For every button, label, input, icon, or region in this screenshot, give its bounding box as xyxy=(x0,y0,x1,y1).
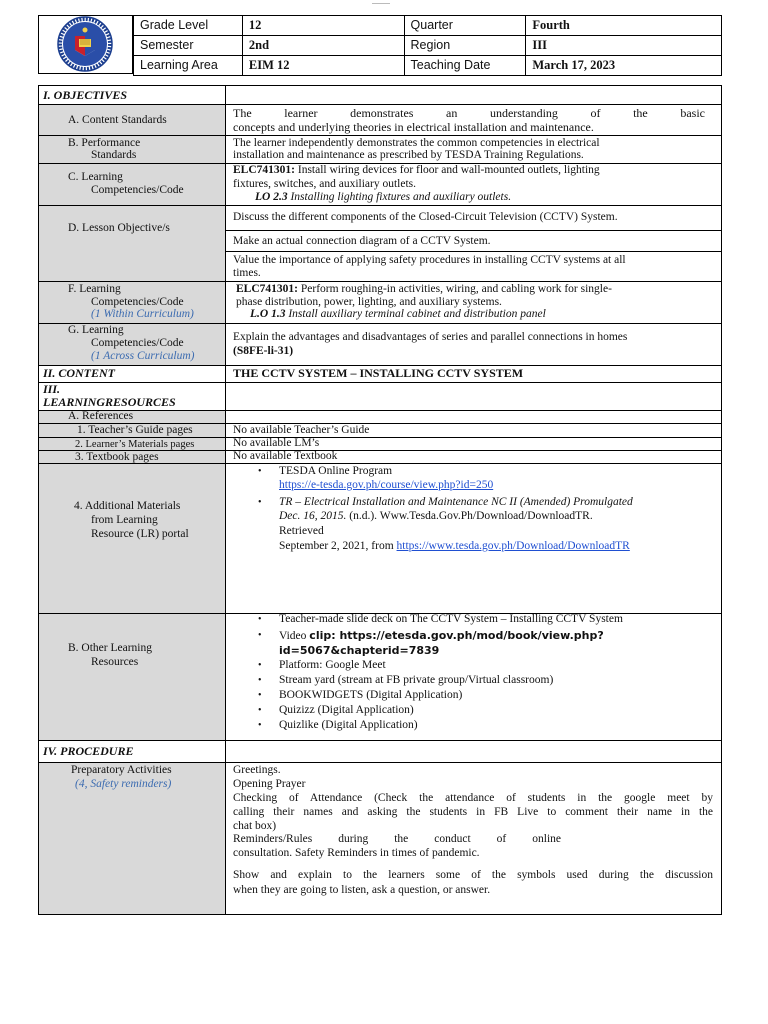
learners-materials-label: 2. Learner’s Materials pages xyxy=(75,439,195,450)
bullet-icon: • xyxy=(258,497,262,508)
video-clip-item xyxy=(279,629,604,643)
row-divider xyxy=(38,410,722,411)
bullet-icon: • xyxy=(258,660,262,671)
lesson-objective: Discuss the different components of the Closed-Circuit Television (CCTV) System. xyxy=(233,211,618,223)
content-standards-line: The learner demonstrates an understanding of the basic xyxy=(233,106,705,120)
video-link[interactable]: id=5067&chapterid=7839 xyxy=(279,644,440,657)
quarter-label: Quarter xyxy=(404,16,526,36)
within-curriculum-lo-code: L.O 1.3 xyxy=(250,308,286,320)
logo-cell xyxy=(38,15,133,74)
other-resources-label: Resources xyxy=(91,656,139,668)
procedure-line: calling their names and asking the students in FB Live to comment their name in the xyxy=(233,806,713,818)
tesda-online-link[interactable]: https://e-tesda.gov.ph/course/view.php?id=250 xyxy=(279,479,494,491)
lesson-objective: times. xyxy=(233,267,261,279)
additional-materials-label: from Learning xyxy=(91,514,158,526)
procedure-line: Show and explain to the learners some of the symbols used during the discussion xyxy=(233,869,713,881)
preparatory-activities-label: Preparatory Activities xyxy=(71,764,172,776)
competency-text: Install wiring devices for floor and wall-mounted outlets, lighting xyxy=(294,164,600,176)
row-divider xyxy=(38,323,722,324)
video-prefix: Video xyxy=(279,630,310,642)
learners-materials-value: No available LM’s xyxy=(233,437,320,449)
within-curriculum-lo-text: Install auxiliary terminal cabinet and distribution panel xyxy=(285,308,546,320)
textbook-label: 3. Textbook pages xyxy=(75,451,159,463)
procedure-heading: IV. PROCEDURE xyxy=(43,744,134,758)
within-curriculum-text: Perform roughing-in activities, wiring, and cabling work for single- xyxy=(297,283,612,295)
content-standards-label: A. Content Standards xyxy=(68,114,167,126)
deped-seal-logo xyxy=(39,16,132,73)
preparatory-activities-note: (4, Safety reminders) xyxy=(75,778,172,790)
quarter-value: Fourth xyxy=(526,16,722,36)
row-divider xyxy=(225,251,722,252)
teaching-date-value: March 17, 2023 xyxy=(526,56,722,76)
learning-area-label: Learning Area xyxy=(134,56,243,76)
resources-heading: III. xyxy=(43,382,61,396)
header-row xyxy=(134,16,722,36)
row-divider xyxy=(38,762,722,763)
procedure-line: when they are going to listen, ask a question, or answer. xyxy=(233,884,491,896)
semester-label: Semester xyxy=(134,36,243,56)
across-curriculum-label: G. Learning xyxy=(68,324,124,336)
header-row xyxy=(134,36,722,56)
content-heading: II. CONTENT xyxy=(43,366,116,380)
within-curriculum-label: F. Learning xyxy=(68,283,121,295)
semester-value: 2nd xyxy=(242,36,404,56)
region-label: Region xyxy=(404,36,526,56)
lo-code: LO 2.3 xyxy=(255,191,288,203)
content-standards-line: concepts and underlying theories in electrical installation and maintenance. xyxy=(233,120,594,134)
teaching-date-label: Teaching Date xyxy=(404,56,526,76)
row-divider xyxy=(38,281,722,282)
other-resource-item: Platform: Google Meet xyxy=(279,659,386,671)
lesson-objective: Make an actual connection diagram of a CCTV System. xyxy=(233,235,491,247)
performance-standards-label: B. Performance xyxy=(68,137,141,149)
other-resource-item: BOOKWIDGETS (Digital Application) xyxy=(279,689,463,701)
bullet-icon: • xyxy=(258,675,262,686)
other-resource-item: Quizizz (Digital Application) xyxy=(279,704,414,716)
bullet-icon: • xyxy=(258,614,262,625)
lesson-objectives-label: D. Lesson Objective/s xyxy=(68,222,170,234)
references-label: A. References xyxy=(68,410,134,422)
textbook-value: No available Textbook xyxy=(233,450,338,462)
procedure-line: Reminders/Rules during the conduct of online xyxy=(233,833,561,845)
additional-materials-label: Resource (LR) portal xyxy=(91,528,189,540)
resource-item: TR – Electrical Installation and Maintenance NC II (Amended) Promulgated xyxy=(279,496,633,508)
procedure-line: Greetings. xyxy=(233,764,281,776)
header-row xyxy=(134,56,722,76)
row-divider xyxy=(38,382,722,383)
procedure-line: consultation. Safety Reminders in times of pandemic. xyxy=(233,847,480,859)
content-value: THE CCTV SYSTEM – INSTALLING CCTV SYSTEM xyxy=(233,366,524,380)
teachers-guide-label: 1. Teacher’s Guide pages xyxy=(77,424,193,436)
within-curriculum-line: phase distribution, power, lighting, and auxiliary systems. xyxy=(236,296,502,308)
within-curriculum-label: Competencies/Code xyxy=(91,296,184,308)
other-resource-item: Quizlike (Digital Application) xyxy=(279,719,418,731)
performance-standards-label: Standards xyxy=(91,149,137,161)
within-curriculum-line xyxy=(236,283,612,296)
performance-standards-line: installation and maintenance as prescribed by TESDA Training Regulations. xyxy=(233,149,584,161)
row-divider xyxy=(225,230,722,231)
teachers-guide-value: No available Teacher’s Guide xyxy=(233,424,370,436)
page-mark xyxy=(372,0,390,4)
across-curriculum-code: (S8FE-li-31) xyxy=(233,345,294,357)
bullet-icon: • xyxy=(258,690,262,701)
column-divider xyxy=(225,85,226,915)
resources-heading: LEARNINGRESOURCES xyxy=(43,395,176,409)
across-curriculum-label: Competencies/Code xyxy=(91,337,184,349)
retrieved-text: September 2, 2021, from xyxy=(279,540,397,552)
tesda-download-link[interactable]: https://www.tesda.gov.ph/Download/DownloadTR xyxy=(396,540,630,552)
resource-item: Retrieved xyxy=(279,525,324,537)
resource-item: TESDA Online Program xyxy=(279,465,393,477)
resource-date: Dec. 16, 2015. xyxy=(279,510,347,522)
procedure-line: chat box) xyxy=(233,820,277,832)
learning-competencies-label: Competencies/Code xyxy=(91,184,184,196)
procedure-line: Checking of Attendance (Check the attendance of students in the google meet by xyxy=(233,792,713,804)
resource-source: (n.d.). Www.Tesda.Gov.Ph/Download/DownloadTR. xyxy=(346,510,593,522)
bullet-icon: • xyxy=(258,630,262,641)
additional-materials-label: 4. Additional Materials xyxy=(74,500,181,512)
performance-standards-line: The learner independently demonstrates the common competencies in electrical xyxy=(233,137,600,149)
lesson-objective: Value the importance of applying safety procedures in installing CCTV systems at all xyxy=(233,254,626,266)
learning-competencies-label: C. Learning xyxy=(68,171,123,183)
other-resource-item: Stream yard (stream at FB private group/Virtual classroom) xyxy=(279,674,554,686)
lo-line xyxy=(255,191,511,204)
grade-level-value: 12 xyxy=(242,16,404,36)
within-curriculum-code: ELC741301: xyxy=(236,283,298,295)
across-curriculum-line: Explain the advantages and disadvantages of series and parallel connections in homes xyxy=(233,331,628,343)
video-link[interactable]: clip: https://etesda.gov.ph/mod/book/view.php? xyxy=(309,629,604,642)
other-resources-label: B. Other Learning xyxy=(68,642,152,654)
row-divider xyxy=(38,104,722,105)
within-curriculum-lo xyxy=(250,308,546,321)
row-divider xyxy=(38,135,722,136)
bullet-icon: • xyxy=(258,466,262,477)
bullet-icon: • xyxy=(258,705,262,716)
competency-line: fixtures, switches, and auxiliary outlets. xyxy=(233,178,417,190)
lo-text: Installing lighting fixtures and auxiliary outlets. xyxy=(287,191,512,203)
objectives-heading: I. OBJECTIVES xyxy=(43,88,128,102)
row-divider xyxy=(38,205,722,206)
region-value: III xyxy=(526,36,722,56)
across-curriculum-note: (1 Across Curriculum) xyxy=(91,350,195,362)
grade-level-label: Grade Level xyxy=(134,16,243,36)
within-curriculum-note: (1 Within Curriculum) xyxy=(91,308,194,320)
header-table xyxy=(133,15,722,76)
learning-area-value: EIM 12 xyxy=(242,56,404,76)
row-divider xyxy=(38,740,722,741)
competency-code: ELC741301: xyxy=(233,164,295,176)
competency-line xyxy=(233,164,600,177)
resource-item xyxy=(279,510,593,523)
resource-item xyxy=(279,540,630,553)
other-resource-item: Teacher-made slide deck on The CCTV System – Installing CCTV System xyxy=(279,613,623,625)
procedure-line: Opening Prayer xyxy=(233,778,306,790)
bullet-icon: • xyxy=(258,720,262,731)
